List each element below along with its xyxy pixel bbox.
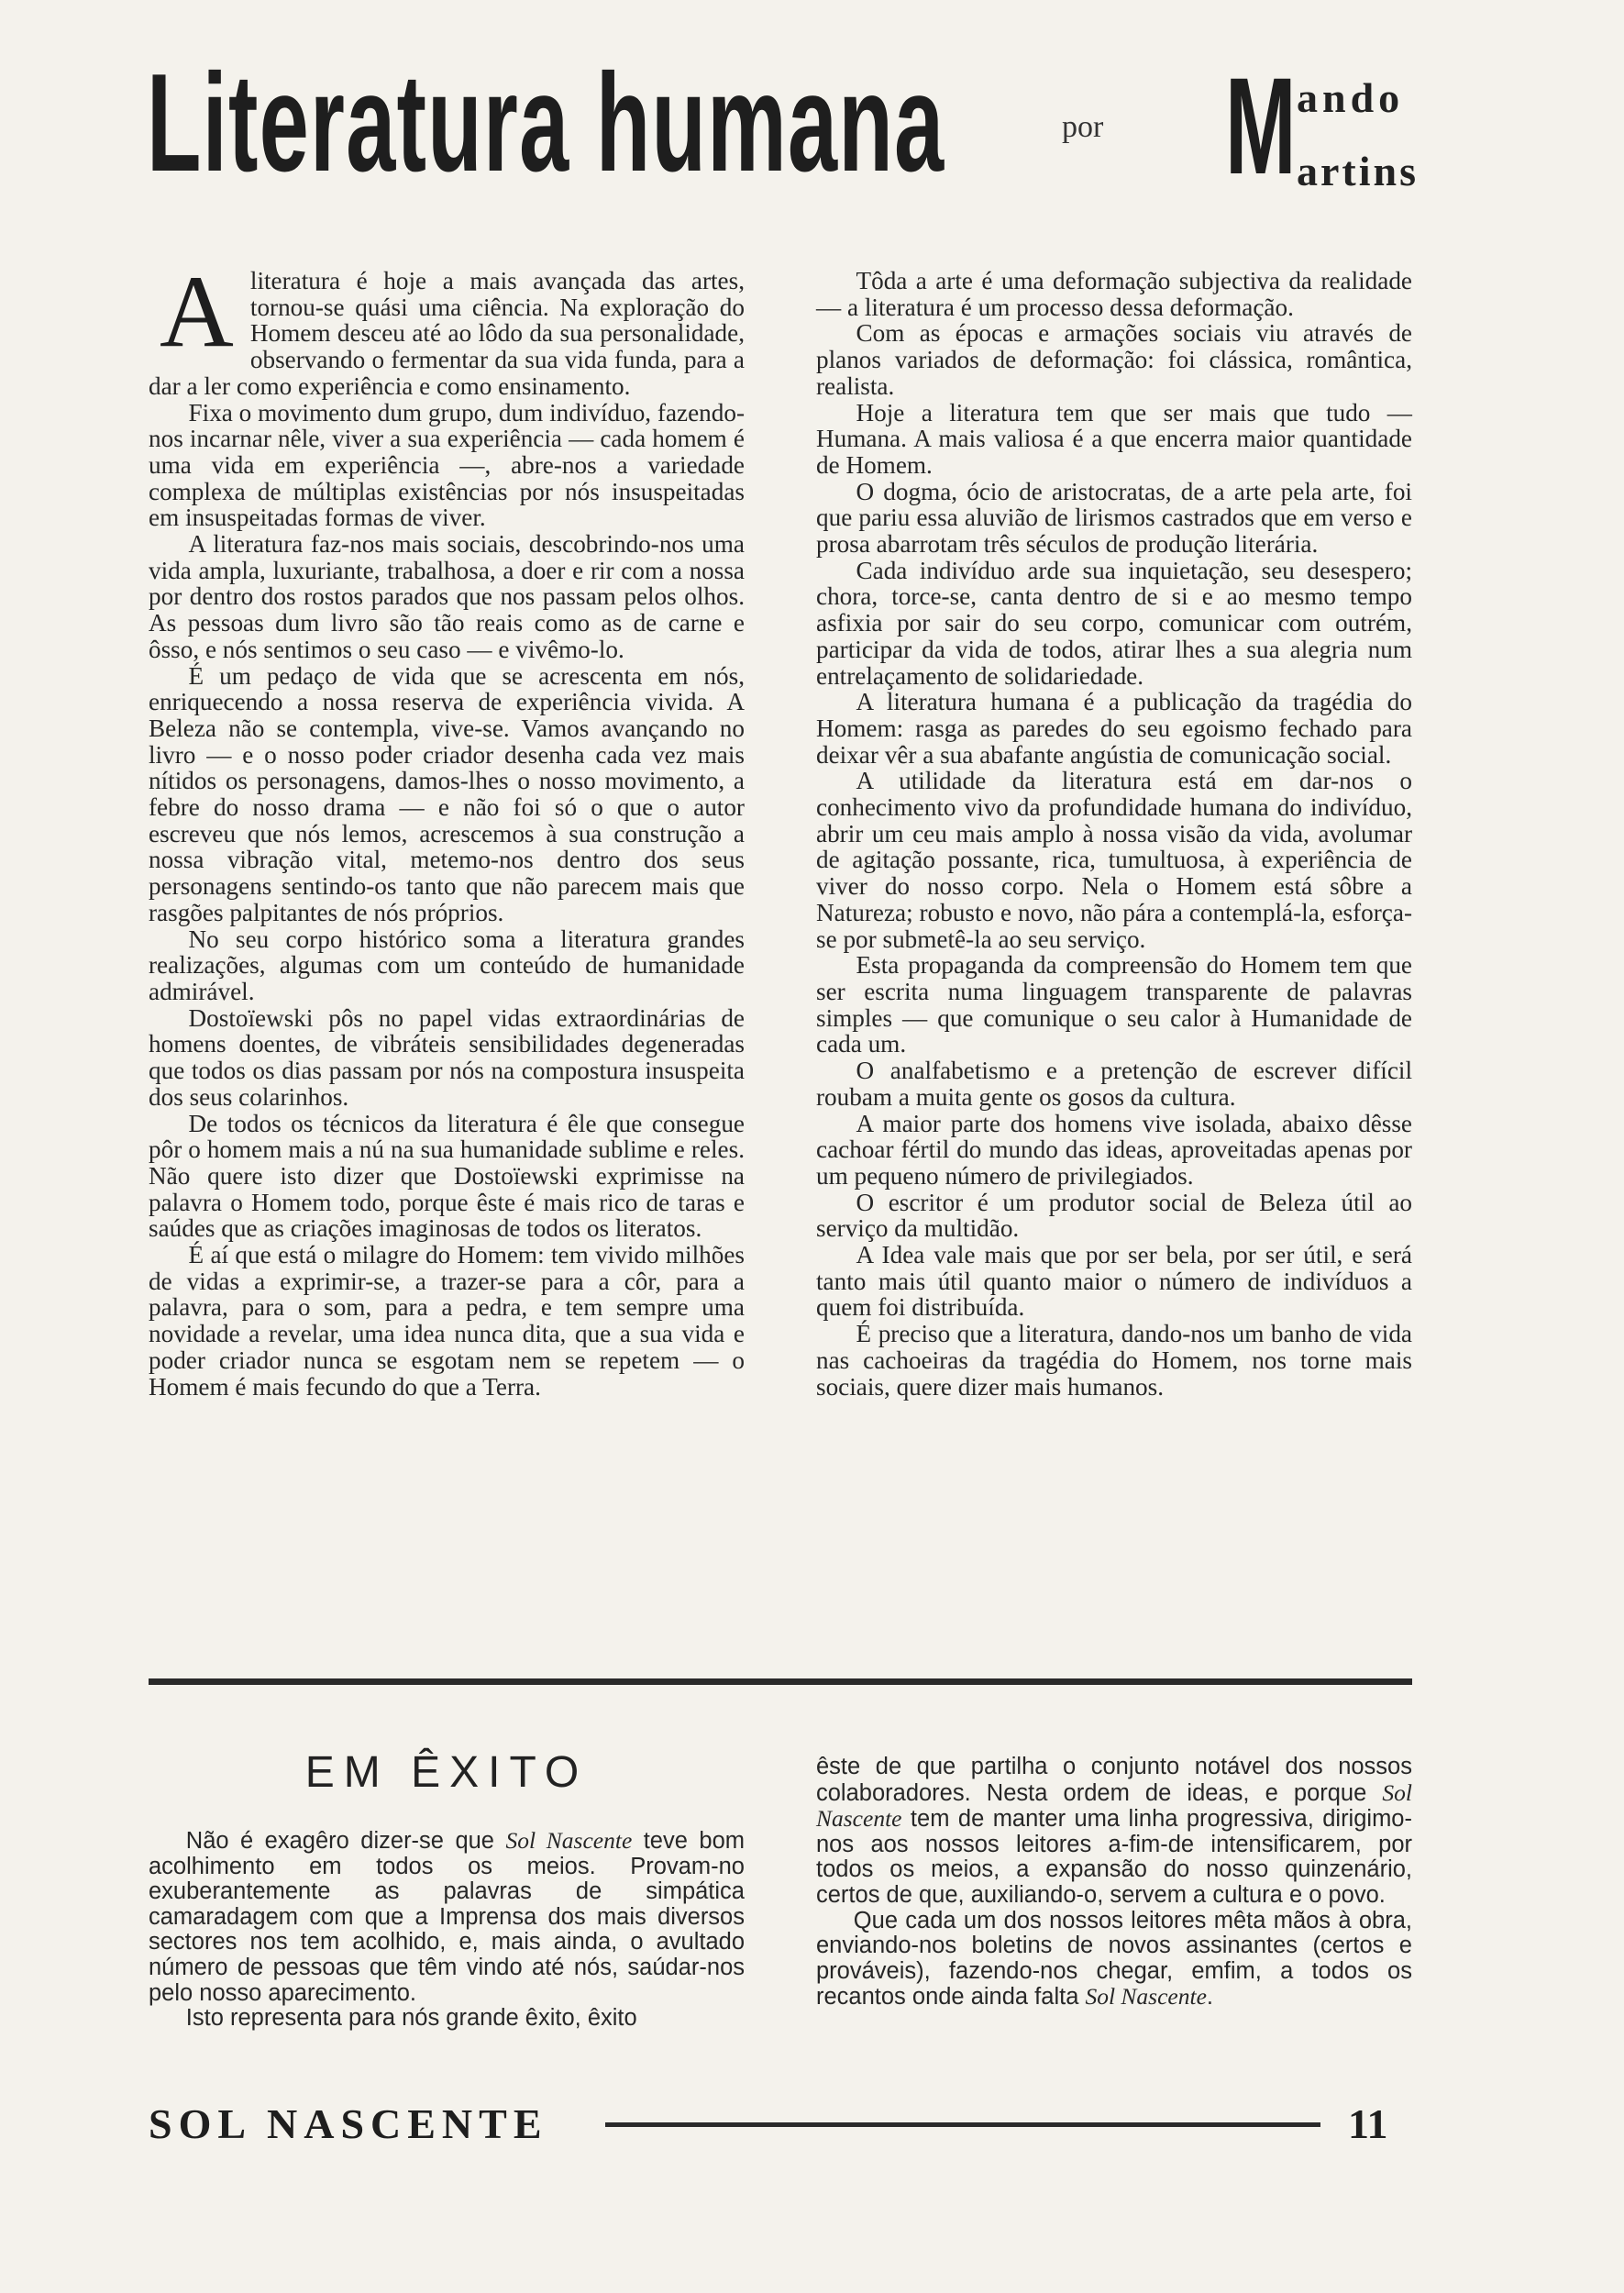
article-right-column bbox=[816, 268, 1412, 1400]
notice-paragraph: Isto representa para nós grande êxito, êxito bbox=[185, 2005, 637, 2032]
article-paragraph: Cada indivíduo arde sua inquietação, seu desespero; chora, torce-se, canta dentro de si e ao mesmo tempo asfixia por sair do seu corpo, comunicar com outrém, participar da vida de todos, atirar lhes a sua alegria num entrelaçamento de solidariedade. bbox=[816, 556, 1412, 690]
author-first-name: ando bbox=[1297, 74, 1405, 121]
footer-publication-name: SOL NASCENTE bbox=[149, 2100, 548, 2147]
notice-paragraph: Que cada um dos nossos leitores mêta mãos à obra, enviando-nos boletins de novos assinantes (certos e prováveis), fazendo-nos chegar, emfim, a todos os recantos onde ainda falta Sol Nascente. bbox=[816, 1907, 1412, 2011]
article-paragraph: É aí que está o milagre do Homem: tem vivido milhões de vidas a exprimir-se, a trazer-se para a côr, para a palavra, para o som, para a pedra, e tem sempre uma novidade a revelar, uma idea nunca dita, que a sua vida e poder criador nunca se esgotam nem se repetem — o Homem é mais fecundo do que a Terra. bbox=[149, 1241, 745, 1401]
article-paragraph: O dogma, ócio de aristocratas, de a arte pela arte, foi que pariu essa aluvião de lirismos castrados que em verso e prosa abarrotam três séculos de produção literária. bbox=[816, 477, 1412, 559]
publication-name: Sol Nascente bbox=[816, 1778, 1412, 1833]
article-paragraph: Esta propaganda da compreensão do Homem tem que ser escrita numa linguagem transparente de palavras simples — que comunique o seu calor à Humanidade de cada um. bbox=[816, 951, 1412, 1058]
article-paragraph: Fixa o movimento dum grupo, dum indivíduo, fazendo-nos incarnar nêle, viver a sua experiência — cada homem é uma vida em experiência —, abre-nos a variedade complexa de múltiplas existências por nós insuspeitadas em insuspeitadas formas de viver. bbox=[149, 398, 745, 532]
page-number: 11 bbox=[1348, 2100, 1388, 2147]
article-paragraph: Hoje a literatura tem que ser mais que tudo — Humana. A mais valiosa é a que encerra maior quantidade de Homem. bbox=[816, 398, 1412, 479]
article-paragraph: A maior parte dos homens vive isolada, abaixo dêsse cachoar fértil do mundo das ideas, aproveitadas apenas por um pequeno número de privilegiados. bbox=[816, 1109, 1412, 1190]
article-paragraph: É preciso que a literatura, dando-nos um banho de vida nas cachoeiras da tragédia do Homem, nos torne mais sociais, quere dizer mais humanos. bbox=[816, 1320, 1412, 1401]
drop-cap: A bbox=[160, 255, 234, 369]
article-paragraph: A utilidade da literatura está em dar-nos o conhecimento vivo da profundidade humana do indivíduo, abrir um ceu mais amplo à nossa visão da vida, avolumar de agitação possante, rica, tumultuosa, à experiência de viver do nosso corpo. Nela o Homem está sôbre a Natureza; robusto e novo, não pára a contemplá-la, esforça-se por submetê-la ao seu serviço. bbox=[816, 767, 1412, 953]
author-name bbox=[1225, 49, 1427, 203]
section-divider bbox=[149, 1678, 1412, 1685]
article-title: Literatura humana bbox=[147, 45, 945, 201]
article-paragraph: Aliteratura é hoje a mais avançada das artes, tornou-se quási uma ciência. Na exploração do Homem desceu até ao lôdo da sua personalidade, observando o fermentar da sua vida funda, para a dar a ler como experiência e como ensinamento. bbox=[149, 255, 745, 400]
article-left-column bbox=[149, 255, 745, 1401]
author-initial: M bbox=[1225, 49, 1297, 203]
notice-left-column bbox=[149, 1828, 745, 2032]
publication-name: Sol Nascente bbox=[1085, 1983, 1207, 2011]
article-paragraph: O escritor é um produtor social de Beleza útil ao serviço da multidão. bbox=[816, 1188, 1412, 1243]
article-paragraph: Dostoïewski pôs no papel vidas extraordinárias de homens doentes, de vibráteis sensibilidades degeneradas que todos os dias passam por nós na compostura insuspeita dos seus colarinhos. bbox=[149, 1003, 745, 1111]
article-paragraph: É um pedaço de vida que se acrescenta em nós, enriquecendo a nossa reserva de experiência vivida. A Beleza não se contempla, vive-se. Vamos avançando no livro — e o nosso poder criador desenha cada vez mais nítidos os personagens, damos-lhes o nosso movimento, a febre do nosso drama — e não foi só o que o autor escreveu que nós lemos, acrescemos à sua construção a nossa vibração vital, metemo-nos dentro dos seus personagens sentindo-os tanto que não parecem mais que rasgões palpitantes de nós próprios. bbox=[149, 661, 745, 926]
notice-title: EM ÊXITO bbox=[304, 1748, 589, 1797]
article-paragraph: A Idea vale mais que por ser bela, por ser útil, e será tanto mais útil quanto maior o número de indivíduos a quem foi distribuída. bbox=[816, 1241, 1412, 1322]
notice-right-column bbox=[816, 1755, 1412, 2011]
article-paragraph: No seu corpo histórico soma a literatura grandes realizações, algumas com um conteúdo de humanidade admirável. bbox=[149, 925, 745, 1005]
article-paragraph: De todos os técnicos da literatura é êle que consegue pôr o homem mais a nú na sua humanidade sublime e reles. Não quere isto dizer que Dostoïewski exprimisse na palavra o Homem todo, porque êste é mais rico de taras e saúdes que as criações imaginosas de todos os literatos. bbox=[149, 1109, 745, 1243]
notice-paragraph: Não é exagêro dizer-se que Sol Nascente teve bom acolhimento em todos os meios. Provam-no exuberantemente as palavras de simpática camaradagem com que a Imprensa dos mais diversos sectores nos tem acolhido, e, mais ainda, o avultado número de pessoas que têm vindo até nós, saúdar-nos pelo nosso aparecimento. bbox=[149, 1827, 745, 2006]
article-paragraph: A literatura humana é a publicação da tragédia do Homem: rasga as paredes do seu egoismo fechado para deixar vêr a sua abafante angústia de comunicação social. bbox=[816, 688, 1412, 769]
notice-paragraph: êste de que partilha o conjunto notável dos nossos colaboradores. Nesta ordem de ideas, e porque Sol Nascente tem de manter uma linha progressiva, dirigimo-nos aos nossos leitores a-fim-de intensificarem, por todos os meios, a expansão do nosso quinzenário, certos de que, auxiliando-o, servem a cultura e o povo. bbox=[816, 1754, 1412, 1908]
article-paragraph: O analfabetismo e a pretenção de escrever difícil roubam a muita gente os gosos da cultura. bbox=[816, 1057, 1412, 1111]
author-last-name: artins bbox=[1297, 148, 1419, 194]
byline-por: por bbox=[1062, 110, 1104, 144]
publication-name: Sol Nascente bbox=[505, 1827, 633, 1854]
article-paragraph: A literatura faz-nos mais sociais, descobrindo-nos uma vida ampla, luxuriante, trabalhosa, a doer e rir com a nossa por dentro dos rostos parados que nos passam pelos olhos. As pessoas dum livro são tão reais como as de carne e ôsso, e nós sentimos o seu caso — e vivêmo-lo. bbox=[149, 530, 745, 663]
article-paragraph: Com as épocas e armações sociais viu através de planos variados de deformação: foi clássica, romântica, realista. bbox=[816, 319, 1412, 400]
article-paragraph: Tôda a arte é uma deformação subjectiva da realidade — a literatura é um processo dessa deformação. bbox=[816, 267, 1412, 321]
footer-rule bbox=[605, 2122, 1320, 2127]
